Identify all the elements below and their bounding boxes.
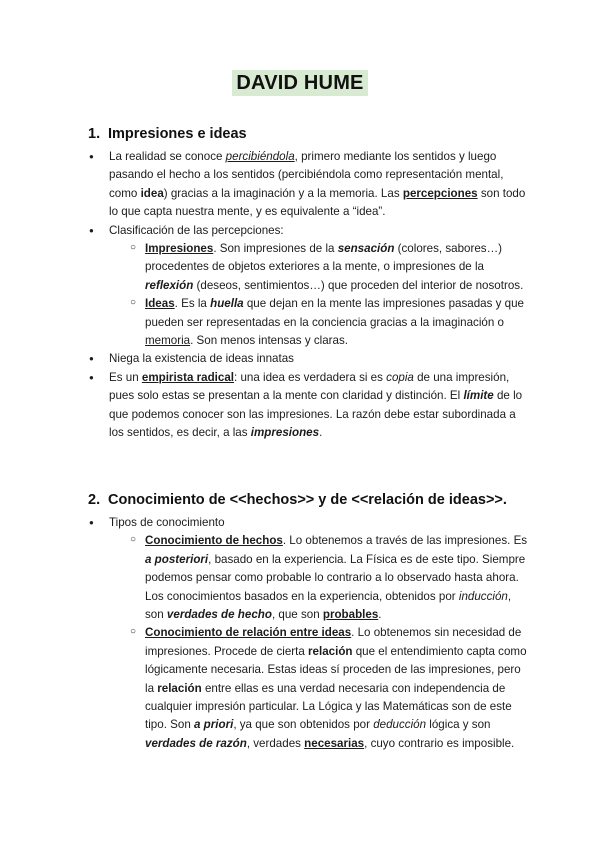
text-run: memoria xyxy=(145,334,191,348)
text-run: . xyxy=(319,426,323,440)
text-run: inducción xyxy=(458,589,508,603)
text-run: (deseos, sentimientos…) que proceden del interior de nosotros. xyxy=(193,278,524,292)
text-run: lógica y son xyxy=(426,718,491,732)
document-title-text: DAVID HUME xyxy=(232,70,367,96)
sub-list-item xyxy=(88,624,528,753)
list-item xyxy=(88,369,528,443)
list-item xyxy=(88,148,528,222)
text-run: . Lo obtenemos a través de las impresiones. Es xyxy=(282,534,528,548)
section-2-heading xyxy=(88,492,507,508)
text-run: sensación xyxy=(337,242,395,256)
text-run: entre ellas es una verdad necesaria con independencia de cualquier impresión particular. La Lógica y las Matemáticas son de este tipo. Son xyxy=(145,681,512,732)
text-run: , verdades xyxy=(246,736,305,750)
text-run: (colores, sabores…) procedentes de objetos exteriores a la mente, o impresiones de la xyxy=(145,242,503,274)
text-run: empirista radical xyxy=(141,370,235,384)
text-run: , que son xyxy=(271,608,323,622)
text-run: . Son impresiones de la xyxy=(213,242,338,256)
list-item xyxy=(88,350,528,368)
text-run: a priori xyxy=(194,718,234,732)
text-run: necesarias xyxy=(304,736,365,750)
text-run: probables xyxy=(322,608,379,622)
text-run: son todo lo que capta nuestra mente, y es equivalente a “idea”. xyxy=(109,186,526,219)
text-run: a posteriori xyxy=(145,552,209,566)
text-run: relación xyxy=(308,644,353,658)
list-item xyxy=(88,514,528,532)
text-run: límite xyxy=(463,389,494,403)
section-1-heading xyxy=(88,126,247,142)
text-run: huella xyxy=(210,297,244,311)
text-run: Es un xyxy=(109,370,142,384)
text-run: verdades de hecho xyxy=(166,608,272,622)
text-run: de lo que podemos conocer son las impresiones. La razón debe estar subordinada a los sentidos, es decir, a las xyxy=(109,389,523,440)
list-item xyxy=(88,222,528,240)
text-run: Ideas xyxy=(145,297,175,311)
text-run: que el entendimiento capta como lógicamente necesaria. Estas ideas sí proceden de las impresiones, pero la xyxy=(145,644,527,695)
section-1-heading-text: Impresiones e ideas xyxy=(108,126,247,142)
text-run: La realidad se conoce xyxy=(109,150,226,163)
text-run: que dejan en la mente las impresiones pasadas y que pueden ser representadas en la conciencia gracias a la imaginación o xyxy=(145,297,524,329)
section-2-number: 2. xyxy=(88,492,101,508)
text-run: , son xyxy=(145,589,512,622)
text-run: relación xyxy=(157,681,202,695)
text-run: , primero mediante los sentidos y luego pasando el hecho a los sentidos (percibiéndola como representación mental, como xyxy=(109,150,504,200)
text-run: . xyxy=(378,608,382,622)
section-1-number: 1. xyxy=(88,126,101,142)
text-run: copia xyxy=(386,370,414,384)
text-run: . Es la xyxy=(174,297,211,311)
text-run: ) gracias a la imaginación y a la memoria. Las xyxy=(163,186,403,200)
section-2-heading-text: Conocimiento de <<hechos>> y de <<relación de ideas>>. xyxy=(108,492,507,508)
document-title xyxy=(0,72,600,95)
text-run: reflexión xyxy=(145,278,194,292)
text-run: , ya que son obtenidos por xyxy=(233,718,374,732)
text-run: : una idea es verdadera si es xyxy=(234,370,387,384)
section-1-list xyxy=(88,148,528,443)
text-run: . Son menos intensas y claras. xyxy=(190,334,348,348)
text-run: percepciones xyxy=(402,186,478,200)
text-run: , cuyo contrario es imposible. xyxy=(364,736,515,750)
text-run: percibiéndola xyxy=(225,150,295,163)
text-run: Tipos de conocimiento xyxy=(109,516,225,529)
text-run: Conocimiento de hechos xyxy=(145,534,283,548)
sub-list-item xyxy=(88,295,528,350)
text-run: impresiones xyxy=(250,426,320,440)
text-run: Conocimiento de relación entre ideas xyxy=(145,626,352,640)
sub-list-item xyxy=(88,532,528,624)
text-run: verdades de razón xyxy=(145,736,247,750)
text-run: Impresiones xyxy=(145,242,214,256)
sub-list-item xyxy=(88,240,528,295)
text-run: Clasificación de las percepciones: xyxy=(109,223,284,237)
text-run: deducción xyxy=(373,718,427,732)
text-run: , basado en la experiencia. La Física es de este tipo. Siempre podemos pensar como probable lo contrario a lo observado hasta ahora. Los conocimientos basados en la experiencia, obtenidos por xyxy=(145,552,526,603)
text-run: Niega la existencia de ideas innatas xyxy=(109,352,294,366)
text-run: idea xyxy=(140,186,164,200)
text-run: . Lo obtenemos sin necesidad de impresiones. Procede de cierta xyxy=(145,626,522,658)
section-2-list xyxy=(88,514,528,753)
text-run: de una impresión, pues solo estas se presentan a la mente con claridad y distinción. El xyxy=(109,370,510,403)
